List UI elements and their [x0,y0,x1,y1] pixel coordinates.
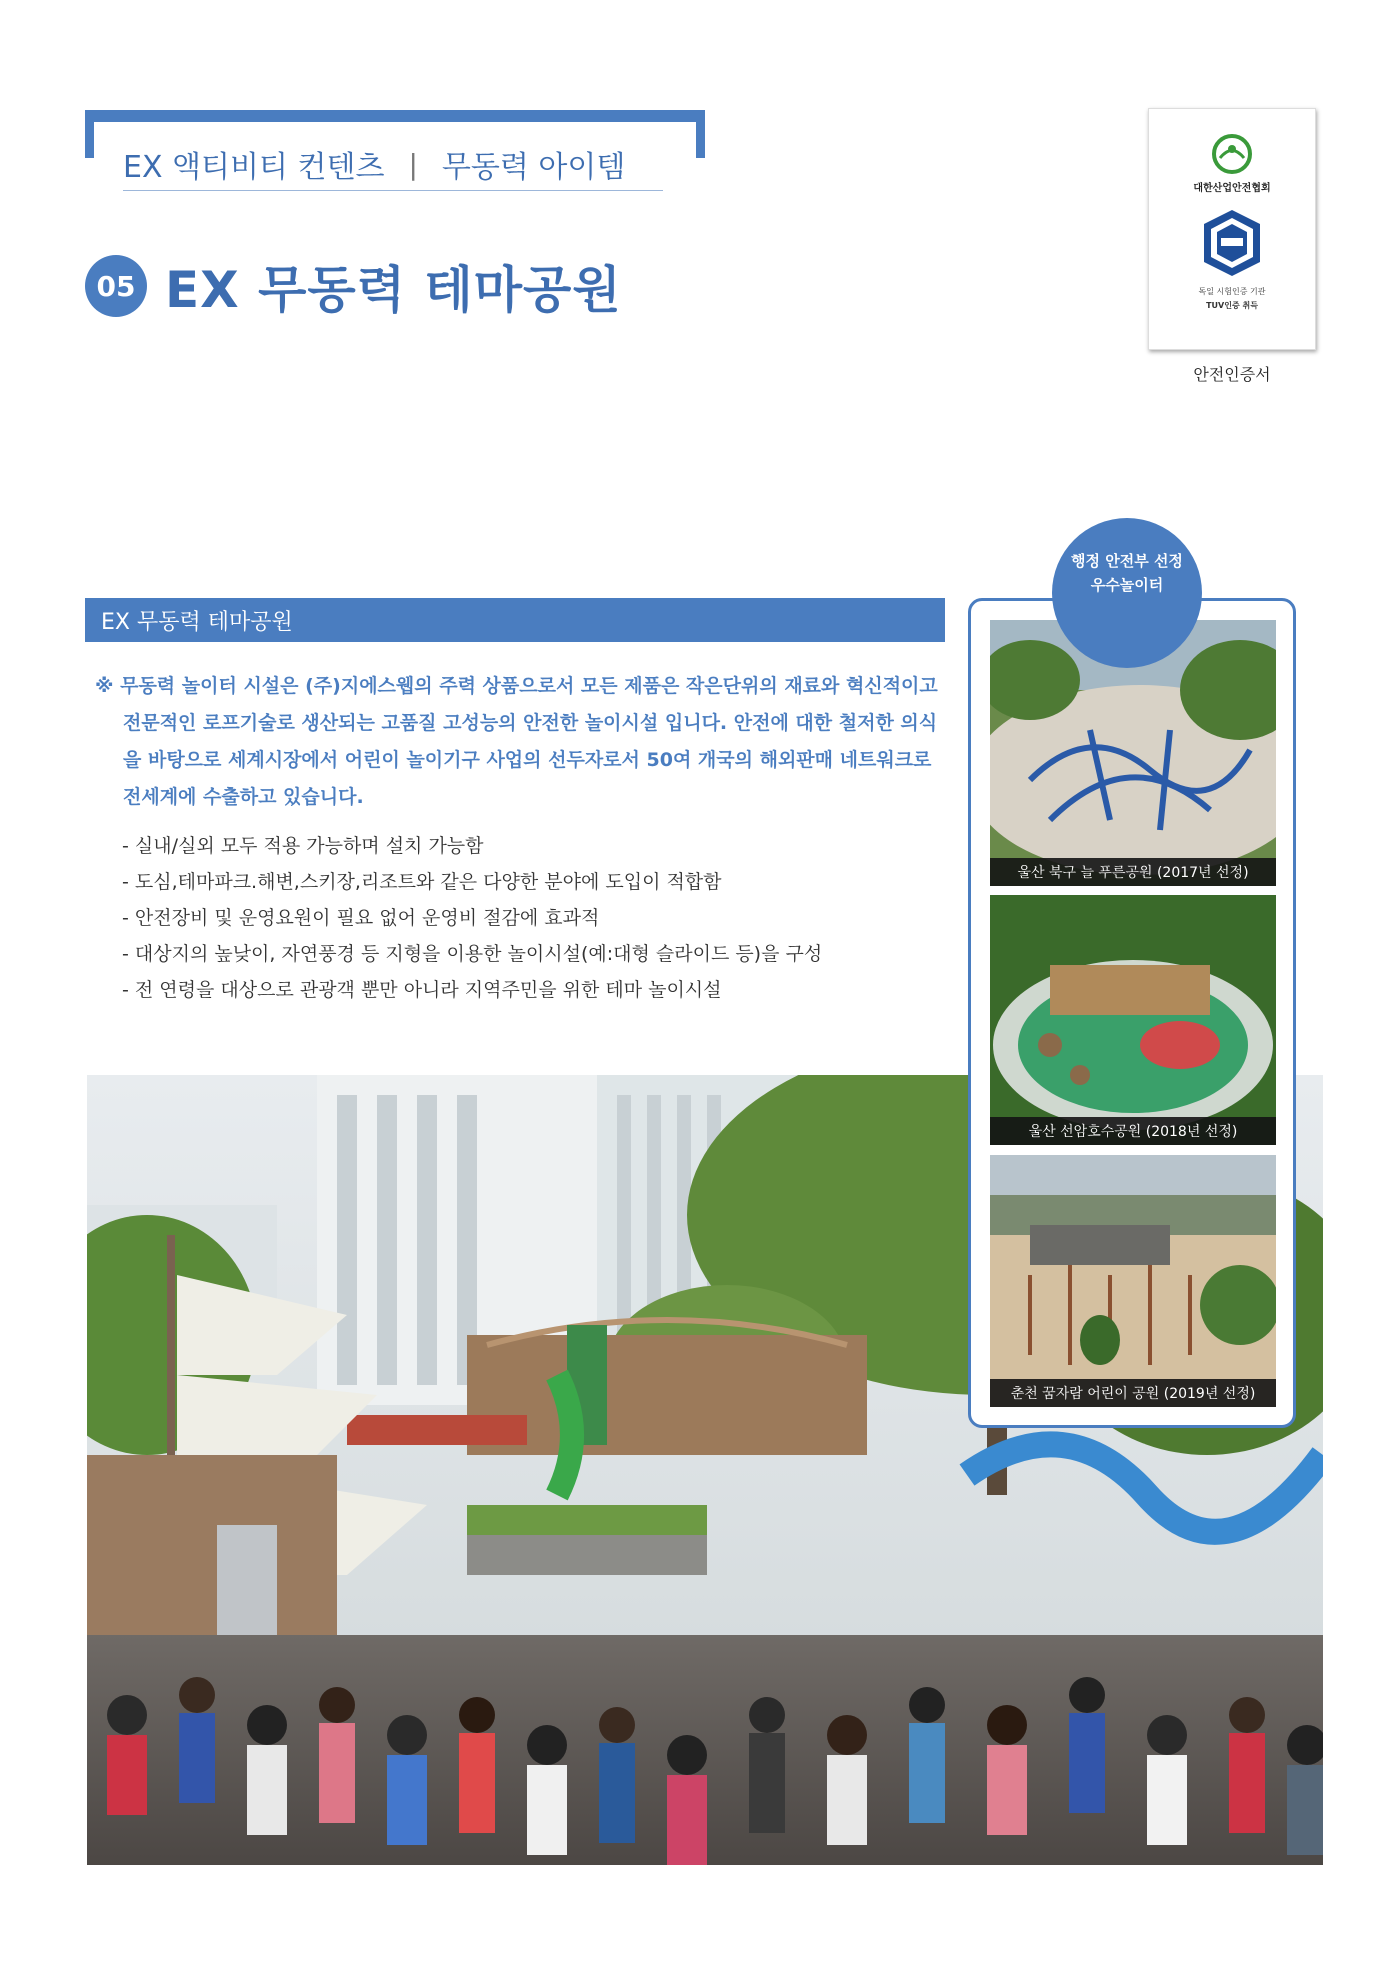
title-number-badge: 05 [85,255,147,317]
header-separator: | [408,147,418,181]
park-photo-seonam-lake [990,895,1276,1145]
photo-caption: 울산 북구 늘 푸른공원 (2017년 선정) [990,858,1276,886]
list-item: - 대상지의 높낮이, 자연풍경 등 지형을 이용한 놀이시설(예:대형 슬라이드 등)을 구성 [122,943,823,965]
header-breadcrumb [123,142,683,186]
cert-org-name: 대한산업안전협회 [1193,183,1271,194]
badge-line2: 우수놀이터 [1090,576,1164,594]
section-heading: EX 무동력 테마공원 [85,598,945,642]
header-divider [123,190,663,191]
safety-certificate [1148,108,1316,350]
list-item: - 도심,테마파크.해변,스키장,리조트와 같은 다양한 분야에 도입이 적합함 [122,871,722,893]
photo-caption: 울산 선암호수공원 (2018년 선정) [990,1117,1276,1145]
tuv-logo-icon [1197,208,1267,278]
cert-caption: 안전인증서 [1193,365,1271,384]
list-item: - 안전장비 및 운영요원이 필요 없어 운영비 절감에 효과적 [122,907,600,929]
list-item: - 실내/실외 모두 적용 가능하며 설치 가능함 [122,835,484,857]
safety-association-logo-icon [1211,133,1253,175]
park-photo-chuncheon [990,1155,1276,1407]
page-title: EX 무동력 테마공원 [165,261,622,319]
photo-caption: 춘천 꿈자람 어린이 공원 (2019년 선정) [990,1379,1276,1407]
award-badge [1052,518,1202,668]
list-item: - 전 연령을 대상으로 관광객 뿐만 아니라 지역주민을 위한 테마 놀이시설 [122,979,722,1001]
cert-line1: 독일 시험인증 기관 [1198,287,1266,296]
header-category: EX 액티비티 컨텐츠 [123,150,385,185]
intro-paragraph: ※ 무동력 놀이터 시설은 (주)지에스웹의 주력 상품으로서 모든 제품은 작은단위의 재료와 혁신적이고 전문적인 로프기술로 생산되는 고품질 고성능의 안전한 놀이시설 입니다. 안전에 대한 철저한 의식을 바탕으로 세계시장에서 어린이 놀이기구 사업의 선두자로서 50여 개국의 해외판매 네트워크로 전세계에 수출하고 있습니다. [95,675,938,808]
header-subcategory: 무동력 아이템 [441,150,626,185]
feature-list [122,828,942,1008]
badge-line1: 행정 안전부 선정 [1071,552,1183,570]
cert-line2: TUV인증 취득 [1206,301,1258,310]
